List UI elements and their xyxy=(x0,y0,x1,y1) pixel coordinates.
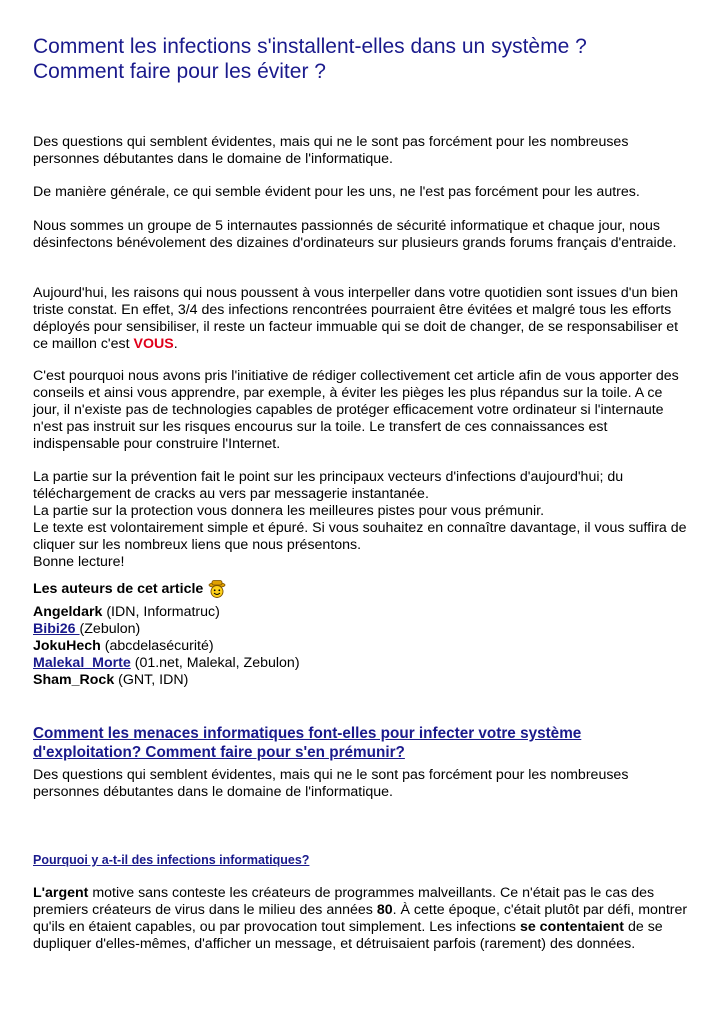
intro-paragraph-1: Des questions qui semblent évidentes, mais qui ne le sont pas forcément pour les nombreuses personnes débutantes dans le domaine de l'informatique. xyxy=(33,134,629,167)
authors-heading-text: Les auteurs de cet article xyxy=(33,580,204,597)
author-link-malekal-morte[interactable]: Malekal_Morte xyxy=(33,655,131,671)
intro-paragraph-5: C'est pourquoi nous avons pris l'initiative de rédiger collectivement cet article afin de vous apporter des conseils et ainsi vous apprendre, par exemple, à éviter les pièges les plus répandus sur la toile. A ce jour, il n'existe pas de technologies capables de protéger efficacement votre ordinateur si l'internaute n'est pas instruit sur les risques encourus sur la toile. Le transfert de ces connaissances est indispensable pour construire l'Internet. xyxy=(33,368,679,452)
emphasis-vous: VOUS xyxy=(133,336,174,352)
author-name: JokuHech xyxy=(33,638,101,654)
author-detail: (GNT, IDN) xyxy=(114,672,189,688)
section-heading-pourquoi[interactable]: Pourquoi y a-t-il des infections informatiques? xyxy=(33,853,310,867)
author-link-bibi26[interactable]: Bibi26 xyxy=(33,621,80,637)
author-detail: (01.net, Malekal, Zebulon) xyxy=(130,655,300,671)
intro-paragraph-6 xyxy=(33,469,693,571)
section2-paragraph xyxy=(33,885,693,953)
section2-text-f: de se dupliquer d'elles-mêmes, d'afficher un message, et détruisaient parfois (rarement) des données. xyxy=(33,919,663,952)
intro-paragraph-2: De manière générale, ce qui semble évident pour les uns, ne l'est pas forcément pour les autres. xyxy=(33,184,640,200)
intro-paragraph-4 xyxy=(33,285,693,353)
section1-paragraph: Des questions qui semblent évidentes, mais qui ne le sont pas forcément pour les nombreuses personnes débutantes dans le domaine de l'informatique. xyxy=(33,767,629,800)
author-detail: (abcdelasécurité) xyxy=(100,638,214,654)
author-detail: (IDN, Informatruc) xyxy=(102,604,220,620)
simple-text-line: Le texte est volontairement simple et épuré. Si vous souhaitez en connaître davantage, il vous suffira de cliquer sur les nombreux liens que nous présentons. xyxy=(33,520,687,553)
protection-line: La partie sur la protection vous donnera les meilleures pistes pour vous prémunir. xyxy=(33,503,545,519)
section2-text-d: . À cette époque, c'était plutôt par défi, montrer qu'ils en étaient capables, ou par provocation tout simplement. Les infections xyxy=(33,902,688,935)
author-name: Angeldark xyxy=(33,604,103,620)
emphasis-se-contentaient: se contentaient xyxy=(519,919,625,935)
emphasis-80: 80 xyxy=(376,902,393,918)
author-angeldark xyxy=(33,604,220,621)
bonne-lecture-line: Bonne lecture! xyxy=(33,554,125,570)
authors-heading xyxy=(33,579,227,599)
page-title-line1: Comment les infections s'installent-elles dans un système ? xyxy=(33,35,587,58)
smiley-hat-icon xyxy=(207,579,227,599)
prevention-line: La partie sur la prévention fait le point sur les principaux vecteurs d'infections d'aujourd'hui; du téléchargement de cracks au vers par messagerie instantanée. xyxy=(33,469,624,502)
author-bibi26 xyxy=(33,621,140,638)
author-sham-rock xyxy=(33,672,188,689)
intro-paragraph-4-end: . xyxy=(173,336,178,352)
intro-paragraph-4-text: Aujourd'hui, les raisons qui nous poussent à vous interpeller dans votre quotidien sont issues d'un bien triste constat. En effet, 3/4 des infections rencontrées pourraient être évitées et malgré tous les efforts déployés pour sensibiliser, il reste un facteur immuable qui se doit de changer, de se responsabiliser et ce maillon c'est xyxy=(33,285,679,352)
emphasis-argent: L'argent xyxy=(33,885,89,901)
section2-text-b: motive sans conteste les créateurs de programmes malveillants. Ce n'était pas le cas des premiers créateurs de virus dans le milieu des années xyxy=(33,885,655,918)
section-heading-menaces[interactable]: Comment les menaces informatiques font-elles pour infecter votre système d'exploitation? Comment faire pour s'en prémunir? xyxy=(33,725,582,761)
author-detail: (Zebulon) xyxy=(79,621,141,637)
page-title xyxy=(33,34,693,84)
author-malekal-morte xyxy=(33,655,300,672)
author-name: Sham_Rock xyxy=(33,672,115,688)
page-title-line2: Comment faire pour les éviter ? xyxy=(33,60,326,83)
author-jokuhech xyxy=(33,638,214,655)
intro-paragraph-3: Nous sommes un groupe de 5 internautes passionnés de sécurité informatique et chaque jour, nous désinfectons bénévolement des dizaines d'ordinateurs sur plusieurs grands forums français d'entraide. xyxy=(33,218,677,251)
